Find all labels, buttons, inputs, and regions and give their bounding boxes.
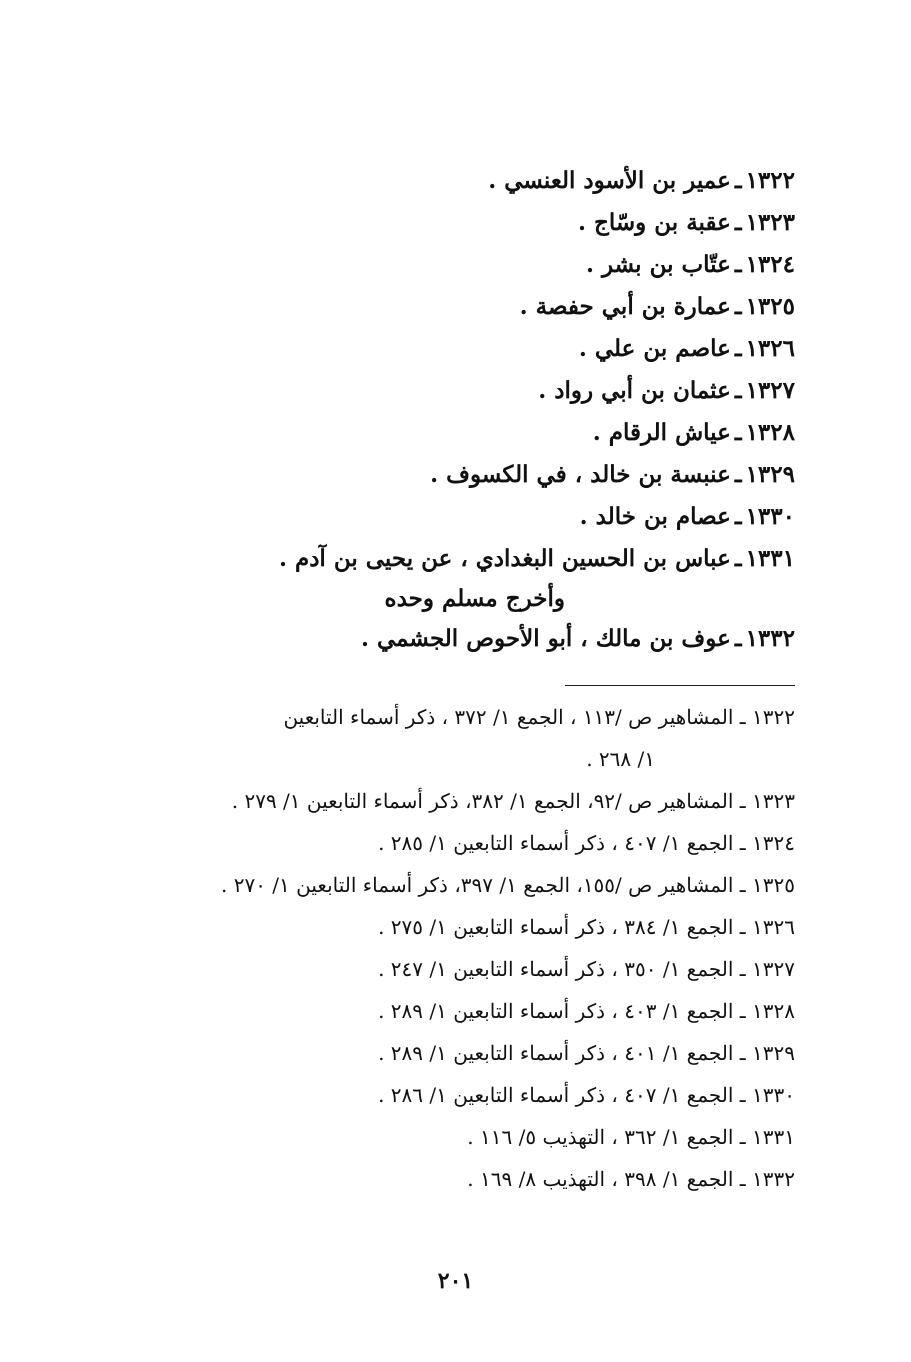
entry-text: عباس بن الحسين البغدادي ، عن يحيى بن آدم . bbox=[278, 545, 731, 572]
entry-text: عمارة بن أبي حفصة . bbox=[519, 293, 731, 320]
list-item bbox=[115, 202, 795, 244]
footnote-line: ١٣٢٤ ـ الجمع ١/ ٤٠٧ ، ذكر أسماء التابعين ١/ ٢٨٥ . bbox=[378, 831, 795, 855]
entry-text: عتّاب بن بشر . bbox=[585, 251, 731, 278]
footnote-line: ١٣٢٦ ـ الجمع ١/ ٣٨٤ ، ذكر أسماء التابعين ١/ ٢٧٥ . bbox=[378, 915, 795, 939]
footnote-line: ١٣٣٢ ـ الجمع ١/ ٣٩٨ ، التهذيب ٨/ ١٦٩ . bbox=[467, 1167, 795, 1191]
footnote-line: ١٣٢٥ ـ المشاهير ص /١٥٥، الجمع ١/ ٣٩٧، ذكر أسماء التابعين ١/ ٢٧٠ . bbox=[220, 873, 795, 897]
entry-dash: ـ bbox=[734, 419, 742, 446]
entry-dash: ـ bbox=[734, 209, 742, 236]
footnote-line: ١٣٣١ ـ الجمع ١/ ٣٦٢ ، التهذيب ٥/ ١١٦ . bbox=[467, 1125, 795, 1149]
narrator-list bbox=[115, 160, 795, 660]
footnote-line: ١٣٢٨ ـ الجمع ١/ ٤٠٣ ، ذكر أسماء التابعين ١/ ٢٨٩ . bbox=[378, 999, 795, 1023]
section-note: وأخرج مسلم وحده bbox=[384, 585, 565, 612]
footnote-line: ١٣٢٢ ـ المشاهير ص /١١٣ ، الجمع ١/ ٣٧٢ ، ذكر أسماء التابعين bbox=[283, 705, 795, 729]
entry-dash: ـ bbox=[734, 377, 742, 404]
entry-text: عقبة بن وسّاج . bbox=[578, 209, 731, 236]
entry-number: ١٣٢٢ bbox=[745, 167, 795, 194]
entry-number: ١٣٢٤ bbox=[745, 251, 795, 278]
list-item bbox=[115, 328, 795, 370]
entry-text: عثمان بن أبي رواد . bbox=[538, 377, 731, 404]
entry-number: ١٣٣٢ bbox=[745, 625, 795, 652]
footnote-divider bbox=[565, 685, 795, 686]
list-item bbox=[115, 160, 795, 202]
entry-number: ١٣٢٨ bbox=[745, 419, 795, 446]
entry-text: عياش الرقام . bbox=[592, 419, 731, 446]
entry-number: ١٣٢٧ bbox=[745, 377, 795, 404]
list-item bbox=[115, 370, 795, 412]
list-item bbox=[115, 412, 795, 454]
footnote-line: ١٣٢٩ ـ الجمع ١/ ٤٠١ ، ذكر أسماء التابعين ١/ ٢٨٩ . bbox=[378, 1041, 795, 1065]
entry-number: ١٣٣١ bbox=[745, 545, 795, 572]
entry-number: ١٣٢٣ bbox=[745, 209, 795, 236]
list-item bbox=[115, 538, 795, 580]
entry-text: عصام بن خالد . bbox=[579, 503, 731, 530]
entry-number: ١٣٢٦ bbox=[745, 335, 795, 362]
entry-text: عوف بن مالك ، أبو الأحوص الجشمي . bbox=[360, 625, 731, 652]
entry-dash: ـ bbox=[734, 251, 742, 278]
entry-dash: ـ bbox=[734, 545, 742, 572]
list-item bbox=[115, 286, 795, 328]
entry-dash: ـ bbox=[734, 335, 742, 362]
list-item bbox=[115, 618, 795, 660]
list-item bbox=[115, 454, 795, 496]
page-number: ٢٠١ bbox=[437, 1268, 474, 1294]
entry-text: عمير بن الأسود العنسي . bbox=[488, 167, 731, 194]
entry-dash: ـ bbox=[734, 167, 742, 194]
entry-dash: ـ bbox=[734, 293, 742, 320]
footnote-line: ١٣٣٠ ـ الجمع ١/ ٤٠٧ ، ذكر أسماء التابعين ١/ ٢٨٦ . bbox=[378, 1083, 795, 1107]
entry-dash: ـ bbox=[734, 503, 742, 530]
entry-dash: ـ bbox=[734, 625, 742, 652]
entry-dash: ـ bbox=[734, 461, 742, 488]
list-item bbox=[115, 244, 795, 286]
footnotes bbox=[115, 696, 795, 1200]
list-item bbox=[115, 496, 795, 538]
entry-text: عنبسة بن خالد ، في الكسوف . bbox=[430, 461, 731, 488]
entry-number: ١٣٢٥ bbox=[745, 293, 795, 320]
footnote-line: ١٣٢٣ ـ المشاهير ص /٩٢، الجمع ١/ ٣٨٢، ذكر أسماء التابعين ١/ ٢٧٩ . bbox=[231, 789, 795, 813]
entry-text: عاصم بن علي . bbox=[578, 335, 731, 362]
entry-number: ١٣٢٩ bbox=[745, 461, 795, 488]
entry-number: ١٣٣٠ bbox=[745, 503, 795, 530]
footnote-line: ١/ ٢٦٨ . bbox=[586, 747, 655, 771]
footnote-line: ١٣٢٧ ـ الجمع ١/ ٣٥٠ ، ذكر أسماء التابعين ١/ ٢٤٧ . bbox=[378, 957, 795, 981]
